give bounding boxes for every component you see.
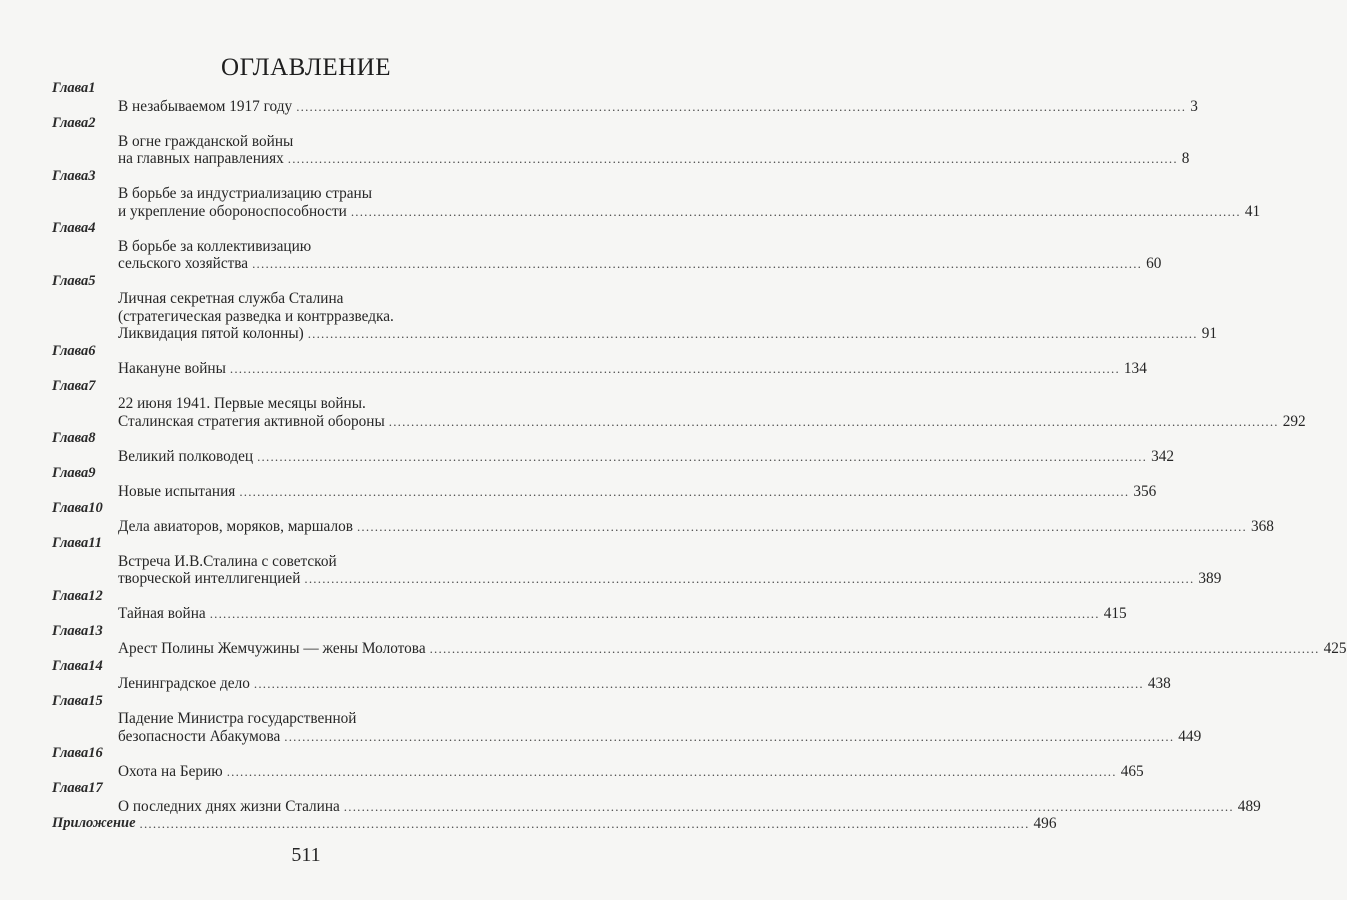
chapter-title-text: сельского хозяйства: [118, 255, 249, 272]
chapter-title-line: [52, 710, 510, 728]
chapter-label: Глава11: [52, 535, 103, 551]
toc-entry: [52, 587, 1127, 623]
chapter-title-text: Падение Министра государственной: [118, 710, 357, 727]
chapter-label: Глава13: [52, 622, 103, 639]
page-ref: 438: [1147, 675, 1171, 692]
dot-leader: ........................................................................................................................................................................................................: [229, 361, 1120, 376]
chapter-label: Глава16: [52, 745, 103, 761]
chapter-title-line: [52, 482, 1157, 501]
chapter-title-text: безопасности Абакумова: [118, 727, 281, 745]
dot-leader: ........................................................................................................................................................................................................: [253, 676, 1144, 691]
page-ref: 60: [1146, 255, 1162, 272]
chapter-title-text: Тайная война: [118, 605, 206, 622]
toc-entry: [52, 465, 1157, 500]
chapter-title-text: творческой интеллигенцией: [118, 570, 301, 587]
page-ref: 389: [1198, 570, 1222, 587]
chapter-label: Глава14: [52, 657, 103, 674]
chapter-title-line: [52, 308, 510, 326]
toc-entry: [52, 535, 1222, 588]
chapter-title-text: В борьбе за коллективизацию: [118, 237, 312, 255]
chapter-title-line: [52, 553, 510, 571]
chapter-label: Глава6: [52, 342, 96, 359]
chapter-title-line: [52, 238, 510, 256]
chapter-title-line: [52, 412, 1306, 431]
appendix-entry: [52, 815, 1057, 833]
chapter-title-line: [52, 133, 510, 151]
toc-entry: [52, 745, 1144, 780]
chapter-title-line: [52, 675, 1171, 693]
chapter-label: Глава12: [52, 587, 103, 604]
chapter-label: Глава9: [52, 465, 96, 481]
page-ref: 292: [1282, 412, 1306, 430]
chapter-title-line: [52, 255, 1162, 273]
chapter-label: Глава2: [52, 115, 96, 131]
page-ref: 356: [1133, 482, 1157, 500]
chapter-title-text: Великий полководец: [118, 447, 254, 465]
dot-leader: ........................................................................................................................................................................................................: [257, 448, 1148, 464]
chapter-title-line: [52, 762, 1144, 781]
dot-leader: ........................................................................................................................................................................................................: [296, 98, 1187, 114]
chapter-title-line: [52, 395, 510, 413]
chapter-title-line: [52, 290, 510, 308]
dot-leader: ........................................................................................................................................................................................................: [304, 571, 1195, 586]
chapter-label: Глава1: [52, 80, 96, 96]
chapter-title-line: [52, 517, 1274, 536]
page-number: 511: [291, 844, 321, 866]
dot-leader: ........................................................................................................................................................................................................: [284, 728, 1175, 744]
chapter-label: Глава7: [52, 377, 96, 394]
chapter-label: Глава17: [52, 780, 103, 796]
page-ref: 489: [1237, 797, 1261, 815]
chapter-title-line: [52, 605, 1127, 623]
toc-entry: [52, 657, 1171, 693]
chapter-label: Глава10: [52, 500, 103, 516]
chapter-title-line: [52, 797, 1261, 816]
toc-entry: [52, 780, 1261, 815]
toc-entry: [52, 220, 1162, 273]
chapter-title-text: Сталинская стратегия активной обороны: [118, 412, 385, 430]
appendix-label: Приложение: [52, 815, 136, 831]
chapter-title-text: Новые испытания: [118, 482, 236, 500]
chapter-title-text: на главных направлениях: [118, 150, 284, 167]
chapter-label: Глава8: [52, 430, 96, 446]
chapter-label: Глава5: [52, 272, 96, 289]
toc-entry: [52, 272, 1217, 343]
chapter-title-line: [52, 185, 510, 203]
chapter-label: Глава3: [52, 167, 96, 184]
dot-leader: ........................................................................................................................................................................................................: [139, 816, 1030, 831]
chapter-title-text: В борьбе за индустриализацию страны: [118, 185, 372, 202]
toc-entry: [52, 80, 1198, 115]
chapter-title-text: В незабываемом 1917 году: [118, 97, 293, 115]
page-ref: 368: [1250, 517, 1274, 535]
chapter-title-line: [52, 570, 1222, 588]
dot-leader: ........................................................................................................................................................................................................: [350, 203, 1241, 219]
page-ref: 496: [1033, 815, 1057, 832]
chapter-title-text: О последних днях жизни Сталина: [118, 797, 340, 815]
chapter-title-line: [52, 727, 1202, 746]
chapter-title-line: [52, 150, 1190, 168]
table-of-contents: [52, 80, 1347, 833]
page-ref: 465: [1120, 762, 1144, 780]
chapter-title-line: [52, 447, 1175, 466]
chapter-title-text: и укрепление обороноспособности: [118, 202, 347, 220]
chapter-title-text: Охота на Берию: [118, 762, 223, 780]
toc-entry: [52, 430, 1175, 465]
dot-leader: ........................................................................................................................................................................................................: [252, 256, 1143, 271]
chapter-title-text: Арест Полины Жемчужины — жены Молотова: [118, 640, 426, 657]
chapter-title-line: [52, 360, 1147, 378]
toc-entry: [52, 377, 1306, 431]
chapter-title-text: (стратегическая разведка и контрразведка.: [118, 307, 394, 325]
chapter-title-text: Встреча И.В.Сталина с советской: [118, 552, 337, 570]
toc-entry: [52, 500, 1274, 535]
dot-leader: ........................................................................................................................................................................................................: [307, 326, 1198, 341]
page-ref: 91: [1201, 325, 1217, 342]
dot-leader: ........................................................................................................................................................................................................: [239, 483, 1130, 499]
chapter-title-text: Ликвидация пятой колонны): [118, 325, 304, 342]
chapter-title-text: В огне гражданской войны: [118, 132, 294, 150]
toc-entry: [52, 115, 1190, 168]
dot-leader: ........................................................................................................................................................................................................: [209, 606, 1100, 621]
page-ref: 449: [1178, 727, 1202, 745]
dot-leader: ........................................................................................................................................................................................................: [429, 641, 1320, 656]
dot-leader: ........................................................................................................................................................................................................: [388, 413, 1279, 429]
page-ref: 134: [1123, 360, 1147, 377]
dot-leader: ........................................................................................................................................................................................................: [226, 763, 1117, 779]
dot-leader: ........................................................................................................................................................................................................: [287, 151, 1178, 166]
dot-leader: ........................................................................................................................................................................................................: [356, 518, 1247, 534]
chapter-title-line: [52, 202, 1261, 221]
page-ref: 425: [1323, 640, 1347, 657]
page-title: ОГЛАВЛЕНИЕ: [221, 54, 391, 81]
chapter-title-text: Дела авиаторов, моряков, маршалов: [118, 517, 353, 535]
dot-leader: ........................................................................................................................................................................................................: [343, 798, 1234, 814]
chapter-label: Глава15: [52, 692, 103, 709]
chapter-title-text: Ленинградское дело: [118, 675, 250, 692]
page-ref: 8: [1181, 150, 1190, 167]
toc-entry: [52, 342, 1147, 378]
chapter-title-text: 22 июня 1941. Первые месяцы войны.: [118, 395, 366, 412]
chapter-title-line: [52, 97, 1198, 116]
page-ref: 3: [1190, 97, 1198, 115]
toc-entry: [52, 622, 1347, 658]
chapter-label: Глава4: [52, 220, 96, 236]
chapter-title-line: [52, 325, 1217, 343]
page-ref: 41: [1244, 202, 1261, 220]
chapter-title-text: Личная секретная служба Сталина: [118, 290, 344, 307]
page-ref: 342: [1151, 447, 1175, 465]
toc-entry: [52, 167, 1261, 221]
chapter-title-line: [52, 640, 1347, 658]
chapter-title-text: Накануне войны: [118, 360, 226, 377]
page-ref: 415: [1103, 605, 1127, 622]
toc-entry: [52, 692, 1202, 746]
